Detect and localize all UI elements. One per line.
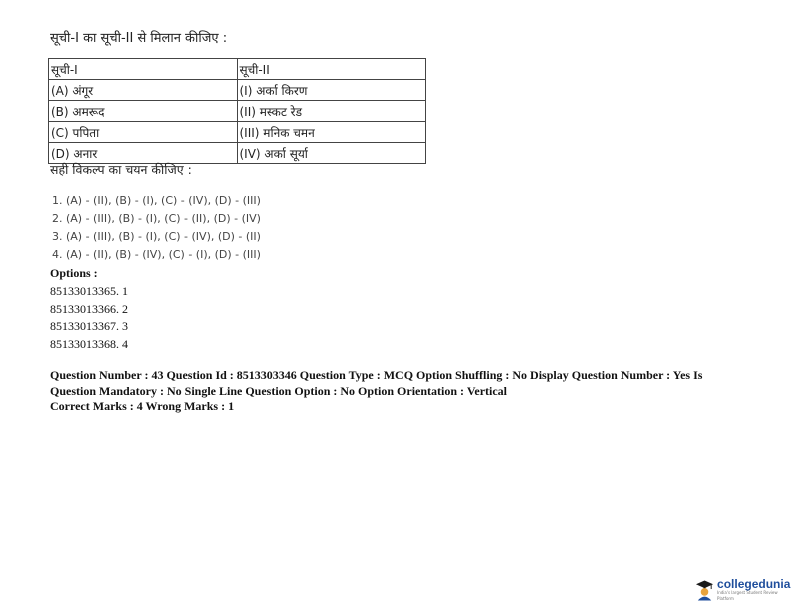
answer-choices — [52, 192, 261, 264]
match-table — [48, 58, 426, 164]
option-item: 85133013368. 4 — [50, 336, 128, 351]
option-item: 85133013365. 1 — [50, 284, 128, 298]
options-list — [50, 283, 128, 353]
answer-choice: 4. (A) - (II), (B) - (IV), (C) - (I), (D) - (III) — [52, 248, 261, 261]
graduate-cap-icon — [695, 579, 714, 601]
table-row — [49, 59, 426, 80]
answer-choice: 1. (A) - (II), (B) - (I), (C) - (IV), (D) - (III) — [52, 194, 261, 207]
option-item: 85133013367. 3 — [50, 319, 128, 333]
option-item: 85133013366. 2 — [50, 301, 128, 316]
table-cell: (I) अर्का किरण — [237, 80, 426, 101]
table-cell: (C) पपिता — [49, 122, 238, 143]
answer-choice: 2. (A) - (III), (B) - (I), (C) - (II), (D) - (IV) — [52, 212, 261, 225]
question-title: सूची-I का सूची-II से मिलान कीजिए : — [50, 31, 228, 46]
table-cell: (A) अंगूर — [49, 80, 238, 101]
table-cell: (IV) अर्का सूर्या — [237, 143, 426, 164]
table-cell: सूची-I — [49, 59, 238, 80]
table-cell: (D) अनार — [49, 143, 238, 164]
options-heading: Options : — [50, 266, 98, 280]
answer-choice: 3. (A) - (III), (B) - (I), (C) - (IV), (D) - (II) — [52, 230, 261, 243]
question-meta — [50, 368, 730, 415]
brand-name: collegedunia — [717, 577, 791, 591]
table-cell: (III) मनिक चमन — [237, 122, 426, 143]
table-row — [49, 101, 426, 122]
table-cell: (II) मस्कट रेड — [237, 101, 426, 122]
table-row — [49, 80, 426, 101]
collegedunia-logo — [695, 578, 792, 602]
table-row — [49, 122, 426, 143]
brand-tagline: India's largest Student Review Platform — [717, 590, 778, 601]
question-meta-line: Question Number : 43 Question Id : 8513303346 Question Type : MCQ Option Shuffling : No Display Question Number : Yes Is Question Mandatory : No Single Line Question Option : No Option Orientation : Vertical — [50, 368, 703, 398]
question-prompt: सही विकल्प का चयन कीजिए : — [50, 162, 192, 177]
marks-line: Correct Marks : 4 Wrong Marks : 1 — [50, 399, 235, 413]
table-cell: (B) अमरूद — [49, 101, 238, 122]
table-cell: सूची-II — [237, 59, 426, 80]
